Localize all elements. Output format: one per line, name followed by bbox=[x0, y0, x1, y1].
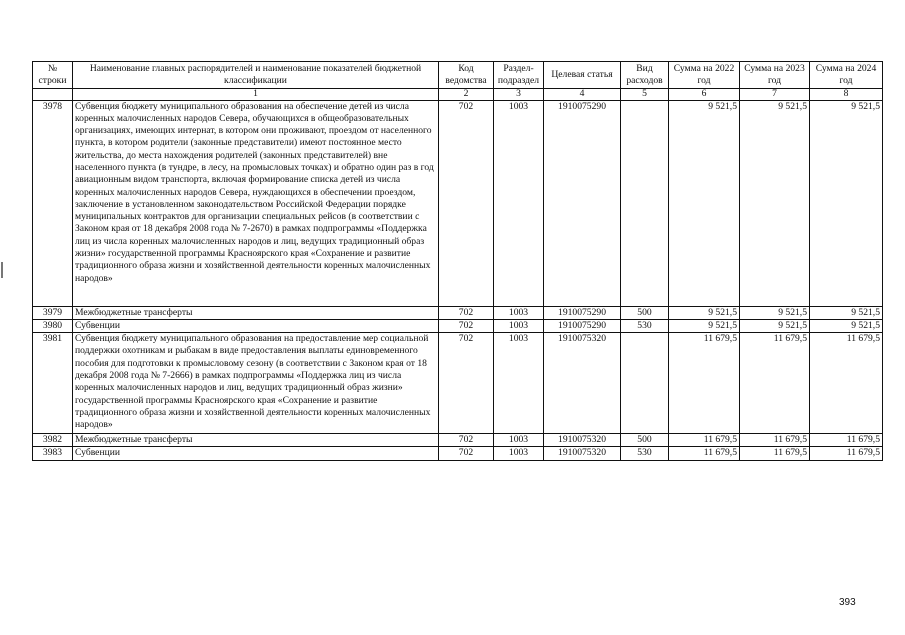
budget-table bbox=[32, 61, 883, 461]
expense-kind: 500 bbox=[621, 434, 669, 447]
header-sum-2023: Сумма на 2023 год bbox=[740, 62, 810, 89]
sum-2022: 9 521,5 bbox=[669, 306, 740, 319]
dept-code: 702 bbox=[439, 333, 494, 434]
header-expense-kind: Вид расходов bbox=[621, 62, 669, 89]
target-code: 1910075320 bbox=[544, 447, 621, 460]
sum-2024: 9 521,5 bbox=[810, 100, 883, 306]
sum-2023: 9 521,5 bbox=[740, 306, 810, 319]
table-row bbox=[33, 319, 883, 332]
column-number-row bbox=[33, 89, 883, 101]
target-code: 1910075290 bbox=[544, 100, 621, 306]
dept-code: 702 bbox=[439, 434, 494, 447]
sum-2022: 9 521,5 bbox=[669, 100, 740, 306]
sum-2023: 11 679,5 bbox=[740, 333, 810, 434]
expense-kind: 500 bbox=[621, 306, 669, 319]
line-number: 3981 bbox=[33, 333, 73, 434]
item-name: Межбюджетные трансферты bbox=[73, 434, 439, 447]
item-name bbox=[73, 333, 439, 434]
expense-kind: 530 bbox=[621, 319, 669, 332]
page-number: 393 bbox=[839, 597, 856, 608]
item-name bbox=[73, 100, 439, 306]
sum-2024: 11 679,5 bbox=[810, 447, 883, 460]
dept-code: 702 bbox=[439, 319, 494, 332]
dept-code: 702 bbox=[439, 306, 494, 319]
item-name: Субвенции bbox=[73, 319, 439, 332]
header-target-item: Целевая статья bbox=[544, 62, 621, 89]
column-number: 4 bbox=[544, 89, 621, 101]
line-number: 3980 bbox=[33, 319, 73, 332]
scan-edge-mark bbox=[1, 262, 3, 278]
sum-2024: 9 521,5 bbox=[810, 319, 883, 332]
sum-2023: 11 679,5 bbox=[740, 447, 810, 460]
target-code: 1910075290 bbox=[544, 306, 621, 319]
header-name: Наименование главных распорядителей и наименование показателей бюджетной классификации bbox=[73, 62, 439, 89]
table-row bbox=[33, 100, 883, 306]
line-number: 3982 bbox=[33, 434, 73, 447]
column-number bbox=[33, 89, 73, 101]
sum-2023: 9 521,5 bbox=[740, 319, 810, 332]
section-code: 1003 bbox=[494, 306, 544, 319]
column-number: 1 bbox=[73, 89, 439, 101]
expense-kind bbox=[621, 100, 669, 306]
header-row bbox=[33, 62, 883, 89]
dept-code: 702 bbox=[439, 100, 494, 306]
section-code: 1003 bbox=[494, 333, 544, 434]
sum-2022: 11 679,5 bbox=[669, 447, 740, 460]
header-sum-2024: Сумма на 2024 год bbox=[810, 62, 883, 89]
column-number: 6 bbox=[669, 89, 740, 101]
table-row bbox=[33, 306, 883, 319]
expense-kind: 530 bbox=[621, 447, 669, 460]
section-code: 1003 bbox=[494, 100, 544, 306]
item-name: Субвенции bbox=[73, 447, 439, 460]
column-number: 5 bbox=[621, 89, 669, 101]
sum-2022: 11 679,5 bbox=[669, 434, 740, 447]
table-row bbox=[33, 434, 883, 447]
sum-2024: 11 679,5 bbox=[810, 333, 883, 434]
expense-kind bbox=[621, 333, 669, 434]
column-number: 8 bbox=[810, 89, 883, 101]
sum-2023: 9 521,5 bbox=[740, 100, 810, 306]
header-dept-code: Код ведомства bbox=[439, 62, 494, 89]
section-code: 1003 bbox=[494, 319, 544, 332]
target-code: 1910075320 bbox=[544, 434, 621, 447]
table-row bbox=[33, 333, 883, 434]
header-line-number: № строки bbox=[33, 62, 73, 89]
sum-2022: 11 679,5 bbox=[669, 333, 740, 434]
line-number: 3983 bbox=[33, 447, 73, 460]
item-name: Межбюджетные трансферты bbox=[73, 306, 439, 319]
header-section: Раздел-подраздел bbox=[494, 62, 544, 89]
target-code: 1910075320 bbox=[544, 333, 621, 434]
item-name-text: Субвенция бюджету муниципального образования на предоставление мер социальной поддержки охотникам и рыбакам в виде предоставления выплаты единовременного пособия для подготовки к промысловому сезону (в соответствии с Законом края от 18 декабря 2008 года № 7-2666) в рамках подпрограммы «Поддержка лиц из числа коренных малочисленных народов и лиц, ведущих традиционный образ жизни» государственной программы Красноярского края «Сохранение и развитие традиционного образа жизни и хозяйственной деятельности коренных малочисленных народов» bbox=[75, 333, 431, 431]
dept-code: 702 bbox=[439, 447, 494, 460]
item-name-text: Субвенция бюджету муниципального образования на обеспечение детей из числа коренных малочисленных народов Севера, обучающихся в общеобразовательных организациях, имеющих интернат, в котором они проживают, проездом от населенного пункта, в котором родители (законные представители) имеют постоянное место жительства, до места нахождения родителей (законных представителей) вне населенного пункта (в тундре, в лесу, на промысловых точках) и обратно один раз в год авиационным видом транспорта, включая формирование списка детей из числа коренных малочисленных народов Севера, нуждающихся в обеспечении проездом, заключение в установленном законодательством Российской Федерации порядке муниципальных контрактов для организации специальных рейсов (в соответствии с Законом края от 18 декабря 2008 года № 7-2670) в рамках подпрограммы «Поддержка лиц из числа коренных малочисленных народов и лиц, ведущих традиционный образ жизни» государственной программы Красноярского края «Сохранение и развитие традиционного образа жизни и хозяйственной деятельности коренных малочисленных народов» bbox=[75, 100, 434, 284]
line-number: 3979 bbox=[33, 306, 73, 319]
section-code: 1003 bbox=[494, 434, 544, 447]
sum-2024: 9 521,5 bbox=[810, 306, 883, 319]
table-row bbox=[33, 447, 883, 460]
column-number: 7 bbox=[740, 89, 810, 101]
sum-2023: 11 679,5 bbox=[740, 434, 810, 447]
line-number: 3978 bbox=[33, 100, 73, 306]
sum-2024: 11 679,5 bbox=[810, 434, 883, 447]
column-number: 2 bbox=[439, 89, 494, 101]
header-sum-2022: Сумма на 2022 год bbox=[669, 62, 740, 89]
sum-2022: 9 521,5 bbox=[669, 319, 740, 332]
section-code: 1003 bbox=[494, 447, 544, 460]
column-number: 3 bbox=[494, 89, 544, 101]
target-code: 1910075290 bbox=[544, 319, 621, 332]
